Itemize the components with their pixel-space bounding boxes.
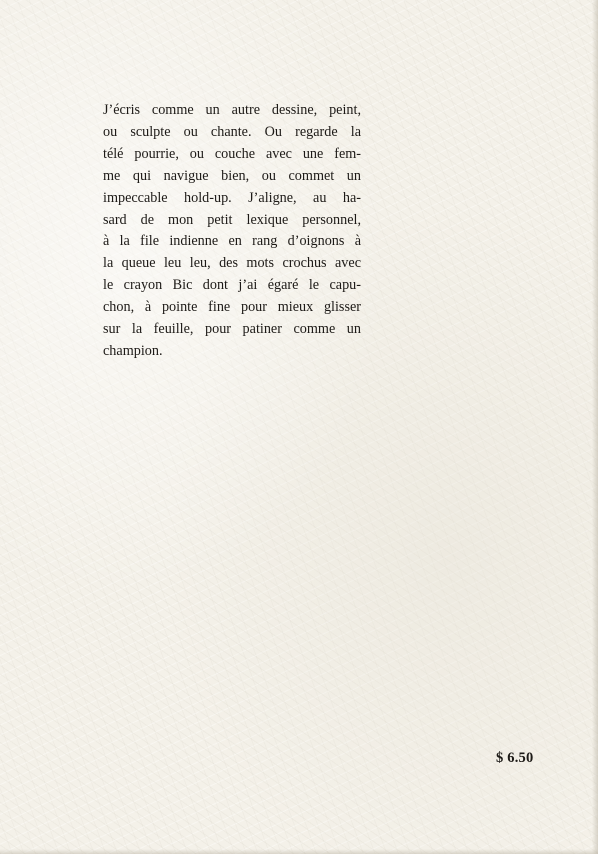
blurb-line: sard de mon petit lexique personnel,: [103, 211, 361, 228]
blurb-line: chon, à pointe fine pour mieux glisser: [103, 299, 361, 316]
page-edge-shadow-bottom: [0, 849, 598, 854]
blurb-line: la queue leu leu, des mots crochus avec: [103, 255, 361, 272]
blurb-line: champion.: [103, 342, 163, 359]
blurb-line: télé pourrie, ou couche avec une fem-: [103, 145, 361, 162]
blurb-line: impeccable hold-up. J’aligne, au ha-: [103, 189, 361, 206]
blurb-line: sur la feuille, pour patiner comme un: [103, 321, 361, 338]
blurb-line: J’écris comme un autre dessine, peint,: [103, 102, 361, 118]
blurb-line: ou sculpte ou chante. Ou regarde la: [103, 123, 361, 140]
blurb-line: à la file indienne en rang d’oignons à: [103, 233, 361, 250]
back-cover-blurb: [103, 100, 361, 363]
blurb-line: le crayon Bic dont j’ai égaré le capu-: [103, 277, 361, 294]
page-edge-shadow-right: [592, 0, 598, 854]
price-tag: $ 6.50: [496, 750, 534, 766]
blurb-line: me qui navigue bien, ou commet un: [103, 167, 361, 184]
